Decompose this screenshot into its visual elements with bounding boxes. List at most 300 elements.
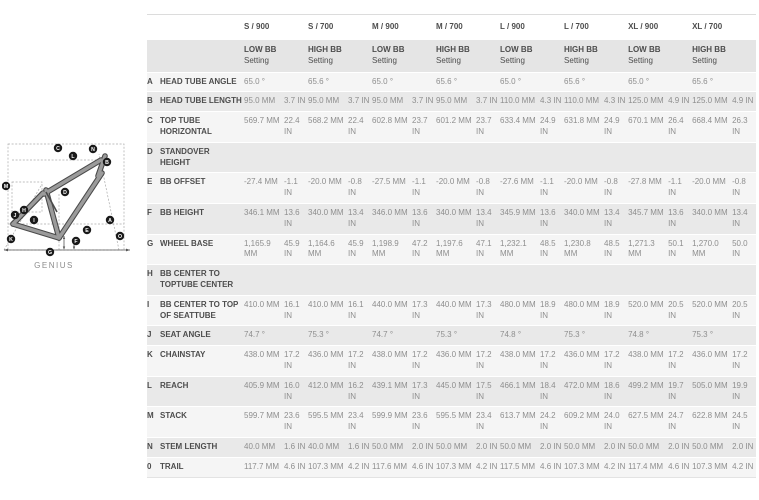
badge-letter-O: O [117, 234, 123, 240]
badge-letter-J: J [13, 213, 17, 219]
mm-value: 345.7 MM [628, 203, 668, 234]
setting-label-sub: Setting [500, 55, 525, 65]
mm-value: 436.0 MM [308, 346, 348, 377]
bike-geometry-diagram [2, 140, 134, 270]
mm-value: 74.8 ° [628, 326, 668, 346]
in-value: 4.6 IN [412, 457, 436, 477]
in-value: 23.4 IN [476, 407, 500, 438]
in-value: 4.6 IN [540, 457, 564, 477]
mm-value: 631.8 MM [564, 112, 604, 143]
setting-header-0 [244, 40, 308, 72]
in-value [476, 326, 500, 346]
in-value: -1.1 IN [412, 173, 436, 204]
in-value: 4.3 IN [604, 92, 628, 112]
geometry-row-J [147, 326, 756, 346]
mm-value: -20.0 MM [564, 173, 604, 204]
in-value: -1.1 IN [668, 173, 692, 204]
mm-value: 117.5 MM [500, 457, 540, 477]
in-value: 13.6 IN [412, 203, 436, 234]
in-value [604, 326, 628, 346]
mm-value: 595.5 MM [436, 407, 476, 438]
in-value: 16.2 IN [348, 376, 372, 407]
mm-value: 50.0 MM [500, 437, 540, 457]
mm-value: 480.0 MM [564, 295, 604, 326]
in-value: -1.1 IN [540, 173, 564, 204]
row-label: BB OFFSET [160, 173, 244, 204]
mm-value: 117.6 MM [372, 457, 412, 477]
geometry-row-E [147, 173, 756, 204]
in-value: 4.2 IN [476, 457, 500, 477]
in-value: 22.4 IN [348, 112, 372, 143]
mm-value: -27.5 MM [372, 173, 412, 204]
setting-header-4 [500, 40, 564, 72]
in-value: 24.7 IN [668, 407, 692, 438]
row-label: BB CENTER TO TOP OF SEATTUBE [160, 295, 244, 326]
mm-value: 50.0 MM [692, 437, 732, 457]
in-value: 13.6 IN [668, 203, 692, 234]
mm-value: 668.4 MM [692, 112, 732, 143]
in-value [732, 326, 756, 346]
mm-value: 75.3 ° [692, 326, 732, 346]
setting-header-spacer [147, 40, 244, 72]
mm-value: 65.0 ° [244, 72, 284, 92]
geometry-row-I [147, 295, 756, 326]
row-letter: N [147, 437, 160, 457]
wheelbase-arrow-line [4, 236, 130, 250]
size-header-3: M / 700 [436, 15, 500, 41]
in-value [348, 326, 372, 346]
geometry-row-B [147, 92, 756, 112]
row-letter: J [147, 326, 160, 346]
in-value: 4.6 IN [668, 457, 692, 477]
mm-value: 95.0 MM [244, 92, 284, 112]
mm-value: 499.2 MM [628, 376, 668, 407]
mm-value: 410.0 MM [244, 295, 284, 326]
setting-label-bold: LOW BB [372, 45, 405, 54]
in-value: 2.0 IN [732, 437, 756, 457]
in-value: 17.2 IN [668, 346, 692, 377]
badge-letter-I: I [33, 218, 35, 224]
in-value: 23.7 IN [412, 112, 436, 143]
mm-value: 117.7 MM [244, 457, 284, 477]
mm-value: 74.8 ° [500, 326, 540, 346]
in-value: 16.0 IN [284, 376, 308, 407]
size-header-1: S / 700 [308, 15, 372, 41]
in-value: 24.5 IN [732, 407, 756, 438]
mm-value: 440.0 MM [372, 295, 412, 326]
row-label: SEAT ANGLE [160, 326, 244, 346]
mm-value: 613.7 MM [500, 407, 540, 438]
in-value: 4.2 IN [348, 457, 372, 477]
arrowheads [4, 236, 130, 251]
in-value [412, 326, 436, 346]
row-label: TOP TUBE HORIZONTAL [160, 112, 244, 143]
setting-label-sub: Setting [628, 55, 653, 65]
mm-value: 445.0 MM [436, 376, 476, 407]
row-label: WHEEL BASE [160, 234, 244, 265]
row-label: STANDOVER HEIGHT [160, 142, 244, 173]
in-value: 3.7 IN [476, 92, 500, 112]
mm-value: 107.3 MM [308, 457, 348, 477]
mm-value: 520.0 MM [628, 295, 668, 326]
mm-value: 346.1 MM [244, 203, 284, 234]
mm-value: 65.0 ° [372, 72, 412, 92]
size-header-0: S / 900 [244, 15, 308, 41]
setting-header-5 [564, 40, 628, 72]
in-value: 2.0 IN [540, 437, 564, 457]
row-label: STEM LENGTH [160, 437, 244, 457]
mm-value: -27.4 MM [244, 173, 284, 204]
mm-value: 74.7 ° [244, 326, 284, 346]
in-value: 17.5 IN [476, 376, 500, 407]
geometry-row-A [147, 72, 756, 92]
mm-value: 438.0 MM [244, 346, 284, 377]
in-value: 23.4 IN [348, 407, 372, 438]
mm-value: 520.0 MM [692, 295, 732, 326]
row-letter: I [147, 295, 160, 326]
in-value: -0.8 IN [604, 173, 628, 204]
setting-label-bold: HIGH BB [436, 45, 470, 54]
row-letter: L [147, 376, 160, 407]
in-value: 17.3 IN [412, 376, 436, 407]
row-letter: H [147, 265, 160, 296]
mm-value: 438.0 MM [500, 346, 540, 377]
badge-letter-D: D [63, 190, 67, 196]
geometry-row-M [147, 407, 756, 438]
badge-letter-A: A [108, 218, 112, 224]
bike-frame-illustration [2, 140, 132, 258]
badge-letter-N: N [91, 147, 95, 153]
in-value [668, 326, 692, 346]
in-value: 26.3 IN [732, 112, 756, 143]
setting-label-sub: Setting [244, 55, 269, 65]
row-letter: F [147, 203, 160, 234]
size-header-row [147, 15, 756, 41]
row-letter: 0 [147, 457, 160, 477]
badge-letter-K: K [9, 237, 13, 243]
geometry-table [147, 14, 756, 478]
mm-value: 65.6 ° [436, 72, 476, 92]
mm-value: 40.0 MM [244, 437, 284, 457]
in-value: 50.0 IN [732, 234, 756, 265]
in-value: 17.3 IN [476, 295, 500, 326]
size-header-4: L / 900 [500, 15, 564, 41]
badge-letter-L: L [71, 154, 75, 160]
mm-value: 107.3 MM [564, 457, 604, 477]
mm-value: 75.3 ° [308, 326, 348, 346]
in-value: -1.1 IN [284, 173, 308, 204]
in-value: 13.4 IN [732, 203, 756, 234]
in-value: 18.4 IN [540, 376, 564, 407]
in-value: 4.6 IN [284, 457, 308, 477]
mm-value: -20.0 MM [692, 173, 732, 204]
mm-value: 412.0 MM [308, 376, 348, 407]
in-value: 45.9 IN [348, 234, 372, 265]
badge-letter-B: B [105, 160, 109, 166]
setting-label-sub: Setting [308, 55, 333, 65]
mm-value: -27.8 MM [628, 173, 668, 204]
geometry-row-N [147, 437, 756, 457]
badge-letter-M: M [3, 184, 9, 190]
row-label: REACH [160, 376, 244, 407]
mm-value: 110.0 MM [564, 92, 604, 112]
mm-value: 75.3 ° [564, 326, 604, 346]
mm-value: 569.7 MM [244, 112, 284, 143]
mm-value: 439.1 MM [372, 376, 412, 407]
mm-value: 40.0 MM [308, 437, 348, 457]
badge-letter-H: H [22, 208, 26, 214]
mm-value: 1,164.6 MM [308, 234, 348, 265]
mm-value: 95.0 MM [436, 92, 476, 112]
mm-value: 1,270.0 MM [692, 234, 732, 265]
size-header-spacer [147, 15, 244, 41]
setting-label-bold: HIGH BB [308, 45, 342, 54]
mm-value: 410.0 MM [308, 295, 348, 326]
mm-value: 345.9 MM [500, 203, 540, 234]
in-value: 3.7 IN [412, 92, 436, 112]
mm-value: 601.2 MM [436, 112, 476, 143]
in-value: -0.8 IN [732, 173, 756, 204]
in-value: 22.4 IN [284, 112, 308, 143]
in-value [412, 72, 436, 92]
mm-value: 599.9 MM [372, 407, 412, 438]
mm-value: 340.0 MM [436, 203, 476, 234]
row-letter: D [147, 142, 160, 173]
setting-label-sub: Setting [564, 55, 589, 65]
in-value: 13.4 IN [476, 203, 500, 234]
mm-value: 1,232.1 MM [500, 234, 540, 265]
mm-value: 65.0 ° [628, 72, 668, 92]
size-header-6: XL / 900 [628, 15, 692, 41]
setting-label-bold: LOW BB [244, 45, 277, 54]
mm-value: 65.6 ° [692, 72, 732, 92]
mm-value: 568.2 MM [308, 112, 348, 143]
size-header-5: L / 700 [564, 15, 628, 41]
mm-value: 466.1 MM [500, 376, 540, 407]
setting-header-row [147, 40, 756, 72]
mm-value: 125.0 MM [692, 92, 732, 112]
in-value: 13.4 IN [348, 203, 372, 234]
in-value: 20.5 IN [732, 295, 756, 326]
in-value: 19.7 IN [668, 376, 692, 407]
mm-value: 472.0 MM [564, 376, 604, 407]
mm-value: -20.0 MM [308, 173, 348, 204]
mm-value: 609.2 MM [564, 407, 604, 438]
in-value: 4.3 IN [540, 92, 564, 112]
mm-value: 480.0 MM [500, 295, 540, 326]
mm-value: 75.3 ° [436, 326, 476, 346]
mm-value: 125.0 MM [628, 92, 668, 112]
mm-value: 65.6 ° [564, 72, 604, 92]
in-value: 2.0 IN [604, 437, 628, 457]
mm-value: 110.0 MM [500, 92, 540, 112]
row-letter: K [147, 346, 160, 377]
setting-label-bold: LOW BB [628, 45, 661, 54]
badge-letter-F: F [74, 239, 78, 245]
geometry-row-K [147, 346, 756, 377]
mm-value: 340.0 MM [564, 203, 604, 234]
mm-value: 50.0 MM [372, 437, 412, 457]
setting-header-2 [372, 40, 436, 72]
row-label: STACK [160, 407, 244, 438]
in-value [284, 326, 308, 346]
mm-value: 340.0 MM [308, 203, 348, 234]
mm-value: 622.8 MM [692, 407, 732, 438]
mm-value: 65.0 ° [500, 72, 540, 92]
in-value: 2.0 IN [412, 437, 436, 457]
mm-value: 107.3 MM [692, 457, 732, 477]
in-value: 17.3 IN [412, 295, 436, 326]
in-value: 1.6 IN [348, 437, 372, 457]
row-letter: B [147, 92, 160, 112]
in-value: 13.4 IN [604, 203, 628, 234]
in-value: 48.5 IN [540, 234, 564, 265]
in-value: 18.6 IN [604, 376, 628, 407]
in-value [604, 72, 628, 92]
in-value [540, 326, 564, 346]
model-caption: GENIUS [34, 261, 74, 270]
setting-header-6 [628, 40, 692, 72]
in-value [668, 72, 692, 92]
in-value [284, 72, 308, 92]
in-value: 17.2 IN [732, 346, 756, 377]
mm-value: 599.7 MM [244, 407, 284, 438]
in-value: 17.2 IN [348, 346, 372, 377]
mm-value: 346.0 MM [372, 203, 412, 234]
in-value: 4.2 IN [604, 457, 628, 477]
in-value: 18.9 IN [604, 295, 628, 326]
in-value: 24.0 IN [604, 407, 628, 438]
mm-value: 633.4 MM [500, 112, 540, 143]
in-value: 16.1 IN [284, 295, 308, 326]
in-value: 24.9 IN [604, 112, 628, 143]
in-value: 4.9 IN [732, 92, 756, 112]
in-value: 18.9 IN [540, 295, 564, 326]
mm-value: 1,165.9 MM [244, 234, 284, 265]
row-label: TRAIL [160, 457, 244, 477]
mm-value: 65.6 ° [308, 72, 348, 92]
badge-letter-G: G [47, 250, 53, 256]
mm-value: 95.0 MM [308, 92, 348, 112]
mm-value: 74.7 ° [372, 326, 412, 346]
mm-value: -20.0 MM [436, 173, 476, 204]
mm-value: 1,198.9 MM [372, 234, 412, 265]
mm-value: 1,197.6 MM [436, 234, 476, 265]
geometry-table-body [147, 72, 756, 477]
mm-value: 438.0 MM [628, 346, 668, 377]
badge-letter-C: C [56, 146, 60, 152]
in-value: 50.1 IN [668, 234, 692, 265]
in-value: 17.2 IN [412, 346, 436, 377]
mm-value: 1,271.3 MM [628, 234, 668, 265]
in-value [732, 72, 756, 92]
badge-layer [2, 144, 124, 256]
setting-label-sub: Setting [372, 55, 397, 65]
in-value: 19.9 IN [732, 376, 756, 407]
in-value: 24.9 IN [540, 112, 564, 143]
row-letter: G [147, 234, 160, 265]
geometry-row-H [147, 265, 756, 296]
geometry-row-D [147, 142, 756, 173]
in-value [540, 72, 564, 92]
in-value: 48.5 IN [604, 234, 628, 265]
setting-label-sub: Setting [692, 55, 717, 65]
in-value: 45.9 IN [284, 234, 308, 265]
in-value: 17.2 IN [540, 346, 564, 377]
in-value: 3.7 IN [348, 92, 372, 112]
setting-label-sub: Setting [436, 55, 461, 65]
in-value: 47.2 IN [412, 234, 436, 265]
in-value: 17.2 IN [284, 346, 308, 377]
mm-value: 405.9 MM [244, 376, 284, 407]
row-letter: M [147, 407, 160, 438]
setting-header-7 [692, 40, 756, 72]
mm-value: 436.0 MM [692, 346, 732, 377]
in-value: 3.7 IN [284, 92, 308, 112]
frame-outline [13, 156, 105, 238]
mm-value: 627.5 MM [628, 407, 668, 438]
geometry-row-L [147, 376, 756, 407]
mm-value: 117.4 MM [628, 457, 668, 477]
in-value: 2.0 IN [476, 437, 500, 457]
mm-value: 670.1 MM [628, 112, 668, 143]
in-value [476, 72, 500, 92]
geometry-row-G [147, 234, 756, 265]
row-label: CHAINSTAY [160, 346, 244, 377]
mm-value: 505.0 MM [692, 376, 732, 407]
mm-value: 602.8 MM [372, 112, 412, 143]
geometry-row-F [147, 203, 756, 234]
mm-value: 436.0 MM [564, 346, 604, 377]
in-value: -0.8 IN [476, 173, 500, 204]
mm-value: -27.6 MM [500, 173, 540, 204]
in-value: 4.2 IN [732, 457, 756, 477]
in-value: 4.9 IN [668, 92, 692, 112]
mm-value: 50.0 MM [628, 437, 668, 457]
geometry-row-0 [147, 457, 756, 477]
mm-value: 340.0 MM [692, 203, 732, 234]
mm-value: 50.0 MM [564, 437, 604, 457]
in-value: 1.6 IN [284, 437, 308, 457]
mm-value: 95.0 MM [372, 92, 412, 112]
in-value [348, 72, 372, 92]
mm-value: 595.5 MM [308, 407, 348, 438]
row-label: BB HEIGHT [160, 203, 244, 234]
row-label: HEAD TUBE ANGLE [160, 72, 244, 92]
setting-label-bold: LOW BB [500, 45, 533, 54]
in-value: 17.2 IN [476, 346, 500, 377]
badge-letter-E: E [85, 228, 89, 234]
in-value: 23.7 IN [476, 112, 500, 143]
mm-value: 438.0 MM [372, 346, 412, 377]
setting-label-bold: HIGH BB [692, 45, 726, 54]
empty-cells [244, 265, 756, 296]
row-label: BB CENTER TO TOPTUBE CENTER [160, 265, 244, 296]
in-value: -0.8 IN [348, 173, 372, 204]
row-letter: C [147, 112, 160, 143]
geometry-row-C [147, 112, 756, 143]
row-letter: A [147, 72, 160, 92]
in-value: 2.0 IN [668, 437, 692, 457]
in-value: 47.1 IN [476, 234, 500, 265]
setting-header-3 [436, 40, 500, 72]
mm-value: 50.0 MM [436, 437, 476, 457]
in-value: 13.6 IN [284, 203, 308, 234]
in-value: 17.2 IN [604, 346, 628, 377]
in-value: 16.1 IN [348, 295, 372, 326]
mm-value: 107.3 MM [436, 457, 476, 477]
row-label: HEAD TUBE LENGTH [160, 92, 244, 112]
